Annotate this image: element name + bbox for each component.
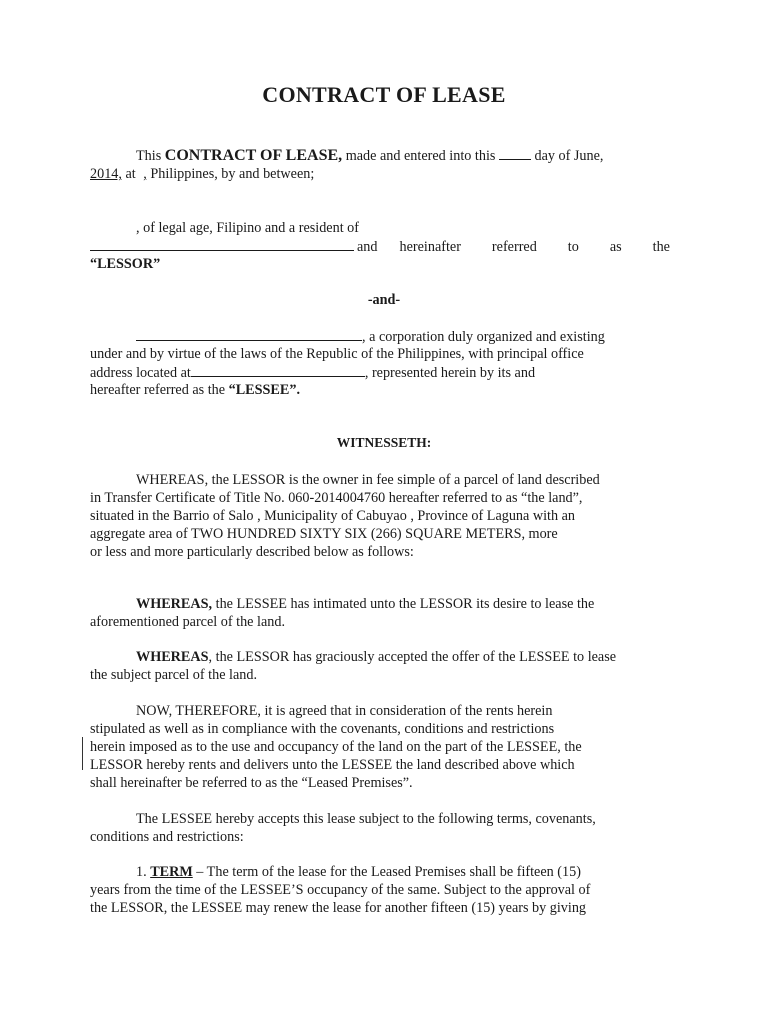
lessor-and: and — [357, 239, 378, 255]
lessor-line-1: , of legal age, Filipino and a resident of — [136, 220, 359, 236]
lessee-line-1 — [136, 327, 605, 346]
intro-line-2 — [90, 165, 314, 183]
p1-line-3: situated in the Barrio of Salo , Municipality of Cabuyao , Province of Laguna with an — [90, 508, 576, 524]
term-text-1: – The term of the lease for the Leased Premises shall be fifteen (15) — [196, 864, 581, 880]
lessee-referred: hereafter referred as the — [90, 382, 226, 398]
intro-line-1 — [136, 146, 603, 165]
term-line-2: years from the time of the LESSEE’S occupancy of the same. Subject to the approval of — [90, 882, 591, 898]
lessor-line-2 — [90, 237, 670, 256]
p2-line-1 — [136, 595, 594, 613]
word-as: as — [609, 239, 622, 255]
intro-this: This — [136, 148, 162, 164]
lessee-represented: , represented herein by its and — [364, 365, 536, 381]
term-heading: TERM — [150, 864, 193, 880]
intro-year: 2014, — [90, 166, 122, 182]
lessor-name-blank — [90, 237, 354, 251]
lessee-line-2: under and by virtue of the laws of the Republic of the Philippines, with principal office — [90, 346, 584, 362]
intro-at: at — [125, 166, 136, 182]
p3-line-1 — [136, 648, 616, 666]
p5-line-2: conditions and restrictions: — [90, 829, 244, 845]
p1-line-5: or less and more particularly described below as follows: — [90, 544, 414, 560]
p4-line-3: herein imposed as to the use and occupancy of the land on the part of the LESSEE, the — [90, 739, 582, 755]
and-separator: -and- — [367, 292, 401, 308]
p3-line-2: the subject parcel of the land. — [90, 667, 258, 683]
lessee-line-3 — [90, 363, 535, 382]
lessee-label: “LESSEE”. — [228, 382, 300, 398]
p2-line-2: aforementioned parcel of the land. — [90, 614, 285, 630]
lessee-name-blank — [136, 327, 362, 341]
p4-line-5: shall hereinafter be referred to as the “Leased Premises”. — [90, 775, 413, 791]
intro-contract-name: CONTRACT OF LEASE, — [164, 147, 343, 164]
lessor-referred-words — [400, 238, 671, 256]
p3-text: , the LESSOR has graciously accepted the offer of the LESSEE to lease — [208, 649, 617, 665]
intro-day: day of June, — [534, 148, 604, 164]
p4-line-4: LESSOR hereby rents and delivers unto the LESSEE the land described above which — [90, 757, 575, 773]
p4-line-1: NOW, THEREFORE, it is agreed that in consideration of the rents herein — [136, 703, 553, 719]
word-hereinafter: hereinafter — [399, 239, 461, 255]
lessee-address-label: address located at — [90, 365, 191, 381]
lessee-line-4 — [90, 381, 300, 399]
p2-whereas: WHEREAS, — [136, 596, 213, 612]
p1-line-1: WHEREAS, the LESSOR is the owner in fee simple of a parcel of land described — [136, 472, 600, 488]
term-number: 1. — [136, 864, 147, 880]
p1-line-2: in Transfer Certificate of Title No. 060-2014004760 hereafter referred to as “the land”, — [90, 490, 583, 506]
term-line-3: the LESSOR, the LESSEE may renew the lease for another fifteen (15) years by giving — [90, 900, 587, 916]
intro-comma: , — [143, 166, 147, 182]
witnesseth-heading: WITNESSETH: — [336, 435, 432, 450]
intro-made: made and entered into this — [345, 148, 496, 164]
word-to: to — [567, 239, 579, 255]
p4-line-2: stipulated as well as in compliance with the covenants, conditions and restrictions — [90, 721, 555, 737]
day-blank — [499, 146, 531, 160]
text-cursor — [82, 737, 83, 770]
term-line-1 — [136, 863, 581, 881]
p2-text: the LESSEE has intimated unto the LESSOR its desire to lease the — [215, 596, 595, 612]
p3-whereas: WHEREAS — [136, 649, 209, 665]
word-referred: referred — [491, 239, 537, 255]
document-title: CONTRACT OF LEASE — [262, 82, 506, 107]
p5-line-1: The LESSEE hereby accepts this lease subject to the following terms, covenants, — [136, 811, 596, 827]
intro-rest: Philippines, by and between; — [150, 166, 315, 182]
lessor-label: “LESSOR” — [90, 256, 161, 272]
p1-line-4: aggregate area of TWO HUNDRED SIXTY SIX (266) SQUARE METERS, more — [90, 526, 558, 542]
word-the: the — [652, 239, 670, 255]
lessee-address-blank — [191, 363, 365, 377]
lessee-line-1-text: , a corporation duly organized and existing — [362, 329, 605, 345]
